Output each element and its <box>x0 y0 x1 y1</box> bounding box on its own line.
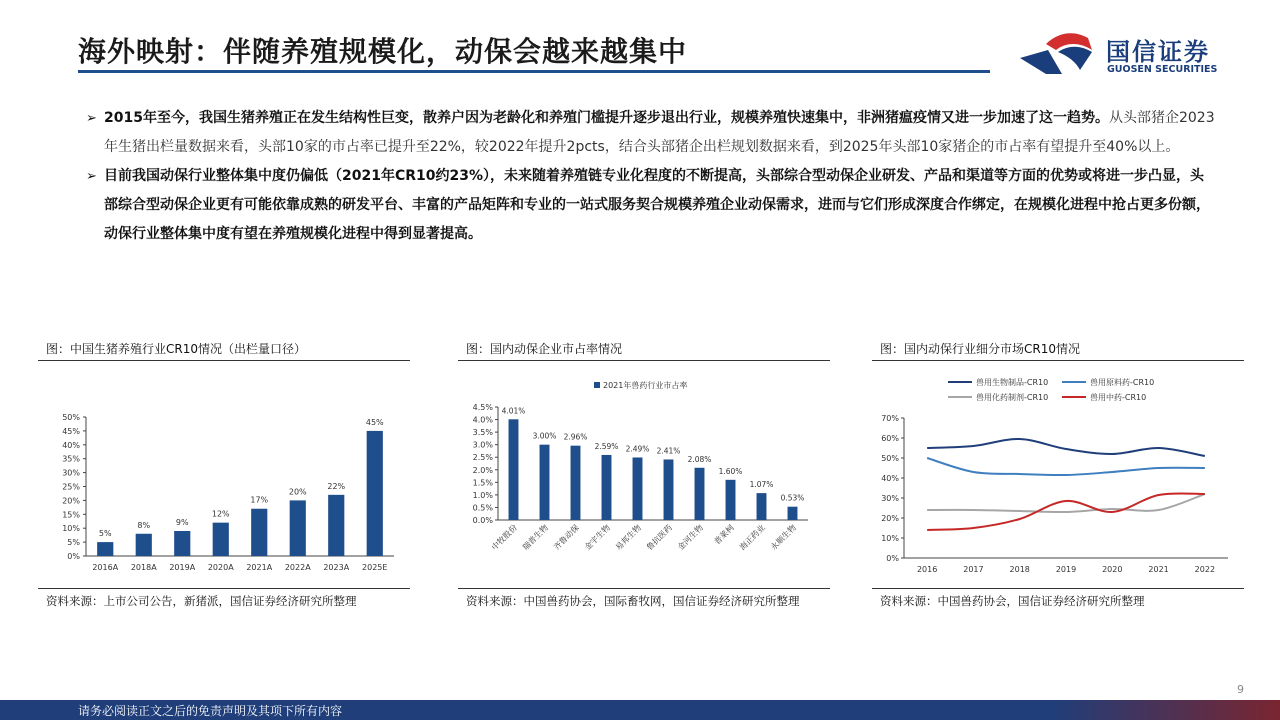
y-tick-label: 20% <box>62 496 80 506</box>
legend-label: 兽用原料药-CR10 <box>1090 378 1155 387</box>
x-tick-label: 鲁抗医药 <box>644 523 674 553</box>
chart-source: 资料来源：中国兽药协会，国信证券经济研究所整理 <box>880 594 1145 608</box>
bar <box>290 500 306 556</box>
bar-data-label: 4.01% <box>501 406 526 416</box>
x-tick-label: 普莱柯 <box>712 523 736 547</box>
chart-panel-segment-cr10 <box>872 332 1244 612</box>
y-tick-label: 0% <box>67 552 80 561</box>
panel-top-rule <box>872 360 1244 361</box>
bar-data-label: 5% <box>98 529 112 539</box>
bar <box>602 455 612 520</box>
bar-data-label: 1.07% <box>749 480 774 490</box>
logo-chinese-name: 国信证券 <box>1106 38 1210 66</box>
bar <box>251 509 267 556</box>
bar <box>695 468 705 520</box>
y-tick-label: 45% <box>62 426 80 436</box>
panel-bottom-rule <box>458 588 830 589</box>
series-line <box>927 439 1205 456</box>
x-tick-label: 中牧股份 <box>489 523 519 553</box>
bar-data-label: 2.59% <box>594 441 619 451</box>
bar <box>664 459 674 520</box>
chart-panel-market-share <box>458 332 830 612</box>
footer-disclaimer: 请务必阅读正文之后的免责声明及其项下所有内容 <box>78 704 343 718</box>
bar <box>509 419 519 520</box>
chart-market-share-bar <box>458 362 830 588</box>
y-tick-label: 10% <box>62 524 80 534</box>
bullet-normal-text: 从头部猪企2023年生猪出栏量数据来看，头部10家的市占率已提升至22%，较2022年提升2pcts，结合头部猪企出栏规划数据来看，到2025年头部10家猪企的市占率有望提升至40%以上。 <box>104 110 1215 155</box>
x-tick-label: 金河生物 <box>675 523 705 553</box>
bar-data-label: 1.60% <box>718 466 743 476</box>
page-number: 9 <box>1237 683 1244 696</box>
y-tick-label: 50% <box>62 413 80 422</box>
series-line <box>927 458 1205 475</box>
bar <box>726 480 736 520</box>
legend-label: 兽用中药-CR10 <box>1090 393 1147 402</box>
x-tick-label: 齐鲁动保 <box>551 523 581 553</box>
x-tick-label: 永顺生物 <box>768 523 798 553</box>
y-tick-label: 1.0% <box>472 490 493 500</box>
chart-source: 资料来源：上市公司公告，新猪派，国信证券经济研究所整理 <box>46 594 357 608</box>
footer-bar <box>0 700 1280 720</box>
x-tick-label: 2020A <box>207 563 234 572</box>
bar-data-label: 12% <box>211 509 230 519</box>
y-tick-label: 25% <box>62 482 80 492</box>
y-tick-label: 4.5% <box>472 403 493 412</box>
chart-cr10-bar <box>38 372 410 592</box>
chart-title: 图：中国生猪养殖行业CR10情况（出栏量口径） <box>46 342 306 356</box>
legend-label: 兽用化药制剂-CR10 <box>976 393 1049 402</box>
x-tick-label: 2022A <box>284 563 311 572</box>
panel-top-rule <box>458 360 830 361</box>
guosen-logo <box>1018 28 1258 78</box>
x-tick-label: 2025E <box>362 563 388 572</box>
bar <box>97 542 113 556</box>
chart-segment-cr10-line <box>872 362 1244 588</box>
x-tick-label: 2023A <box>323 563 350 572</box>
bar <box>540 445 550 520</box>
bar-data-label: 3.00% <box>532 431 557 441</box>
title-underline <box>78 70 990 73</box>
y-tick-label: 3.5% <box>472 428 493 438</box>
panel-top-rule <box>38 360 410 361</box>
y-tick-label: 20% <box>881 514 899 523</box>
guosen-emblem-icon <box>1018 28 1104 78</box>
x-tick-label: 2022 <box>1194 565 1216 574</box>
y-tick-label: 4.0% <box>472 415 493 425</box>
bar-data-label: 22% <box>327 481 346 491</box>
y-tick-label: 0.0% <box>472 516 493 525</box>
series-line <box>927 494 1205 512</box>
bullet-list <box>86 104 1216 249</box>
x-tick-label: 易邦生物 <box>613 523 643 553</box>
x-tick-label: 2020 <box>1102 565 1123 574</box>
x-tick-label: 2016 <box>916 565 938 574</box>
arrow-bullet-icon: ➢ <box>86 169 97 184</box>
y-tick-label: 10% <box>881 534 899 543</box>
y-tick-label: 0.5% <box>472 503 493 513</box>
y-tick-label: 40% <box>62 440 80 450</box>
bar-data-label: 8% <box>137 520 151 530</box>
x-tick-label: 金宇生物 <box>582 523 612 553</box>
bar-data-label: 2.08% <box>687 454 712 464</box>
bar <box>174 531 190 556</box>
y-tick-label: 0% <box>886 554 899 563</box>
y-tick-label: 70% <box>881 414 899 423</box>
y-tick-label: 2.5% <box>472 453 493 463</box>
x-tick-label: 2017 <box>963 565 984 574</box>
chart-panel-cr10 <box>38 332 410 612</box>
bar <box>136 534 152 556</box>
y-tick-label: 3.0% <box>472 440 493 450</box>
panel-bottom-rule <box>38 588 410 589</box>
bullet-item <box>86 104 1216 162</box>
bar <box>788 507 798 520</box>
x-tick-label: 2016A <box>92 563 119 572</box>
bar-data-label: 2.49% <box>625 444 650 454</box>
bar-data-label: 9% <box>175 517 189 527</box>
y-tick-label: 30% <box>62 468 80 478</box>
y-tick-label: 35% <box>62 454 80 464</box>
chart-title: 图：国内动保企业市占率情况 <box>466 342 623 356</box>
y-tick-label: 1.5% <box>472 478 493 488</box>
chart-source: 资料来源：中国兽药协会，国际畜牧网，国信证券经济研究所整理 <box>466 594 800 608</box>
bullet-bold-text: 目前我国动保行业整体集中度仍偏低（2021年CR10约23%），未来随着养殖链专业化程度的不断提高，头部综合型动保企业研发、产品和渠道等方面的优势或将进一步凸显，头部综合型动保企业更有可能依靠成熟的研发平台、丰富的产品矩阵和专业的一站式服务契合规模养殖企业动保需求，进而与它们形成深度合作绑定，在规模化进程中抢占更多份额，动保行业整体集中度有望在养殖规模化进程中得到显著提高。 <box>104 168 1210 242</box>
bullet-item <box>86 162 1216 249</box>
bar <box>633 457 643 520</box>
x-tick-label: 2021A <box>246 563 273 572</box>
legend-label: 2021年兽药行业市占率 <box>603 381 688 390</box>
chart-title: 图：国内动保行业细分市场CR10情况 <box>880 342 1080 356</box>
y-tick-label: 15% <box>62 510 80 520</box>
y-tick-label: 5% <box>67 538 80 548</box>
legend-label: 兽用生物制品-CR10 <box>976 378 1049 387</box>
y-tick-label: 2.0% <box>472 465 493 475</box>
x-tick-label: 2019A <box>169 563 196 572</box>
x-tick-label: 海正药业 <box>737 523 767 553</box>
bar-data-label: 45% <box>365 417 384 427</box>
x-tick-label: 2018A <box>130 563 157 572</box>
bar <box>213 523 229 556</box>
bar <box>367 431 383 556</box>
bullet-bold-text: 2015年至今，我国生猪养殖正在发生结构性巨变，散养户因为老龄化和养殖门槛提升逐步退出行业，规模养殖快速集中，非洲猪瘟疫情又进一步加速了这一趋势。 <box>104 110 1109 126</box>
bar-data-label: 2.96% <box>563 432 588 442</box>
bar <box>757 493 767 520</box>
bar-data-label: 0.53% <box>780 493 805 503</box>
bar <box>571 446 581 520</box>
x-tick-label: 瑞普生物 <box>520 523 550 553</box>
y-tick-label: 30% <box>881 494 899 503</box>
x-tick-label: 2018 <box>1009 565 1030 574</box>
bar-data-label: 17% <box>250 495 269 505</box>
arrow-bullet-icon: ➢ <box>86 111 97 126</box>
x-tick-label: 2021 <box>1148 565 1169 574</box>
y-tick-label: 50% <box>881 454 899 463</box>
x-tick-label: 2019 <box>1055 565 1077 574</box>
logo-english-name: GUOSEN SECURITIES <box>1107 64 1218 75</box>
legend-swatch <box>594 382 600 388</box>
panel-bottom-rule <box>872 588 1244 589</box>
y-tick-label: 40% <box>881 474 899 483</box>
bar-data-label: 2.41% <box>656 446 681 456</box>
page-title: 海外映射：伴随养殖规模化，动保会越来越集中 <box>78 35 688 68</box>
bar-data-label: 20% <box>288 487 307 497</box>
bar <box>328 495 344 556</box>
y-tick-label: 60% <box>881 434 899 443</box>
